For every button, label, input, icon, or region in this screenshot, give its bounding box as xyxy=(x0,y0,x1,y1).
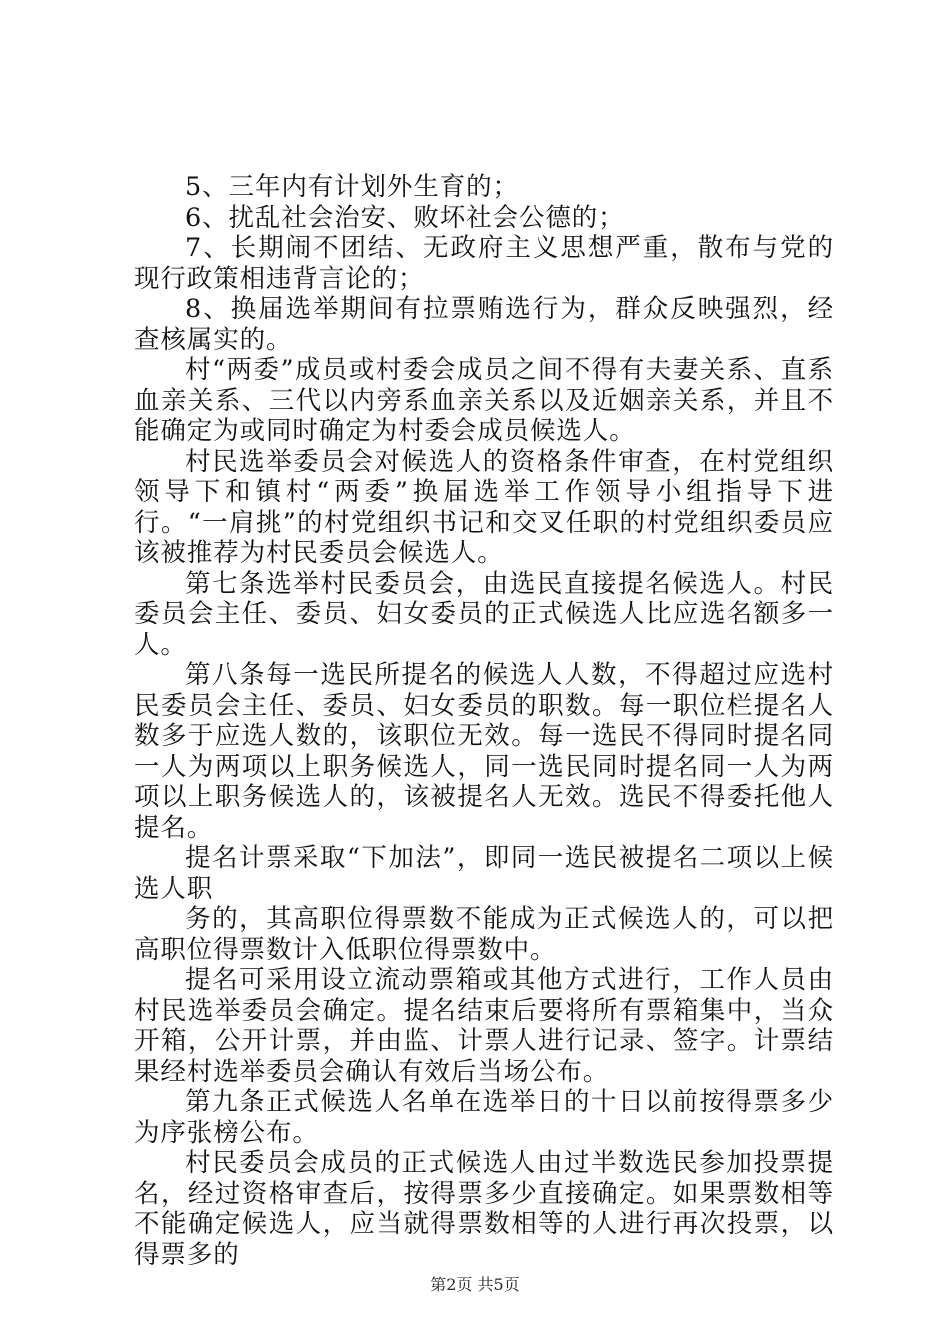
paragraph-article-8: 第八条每一选民所提名的候选人人数，不得超过应选村民委员会主任、委员、妇女委员的职数。每一职位栏提名人数多于应选人数的，该职位无效。每一选民不得同时提名同一人为两项以上职务候选人，同一选民同时提名同一人为两项以上职务候选人的，该被提名人无效。选民不得委托他人提名。 xyxy=(134,660,834,843)
paragraph-qualification-review: 村民选举委员会对候选人的资格条件审查，在村党组织领导下和镇村“两委”换届选举工作领导小组指导下进行。“一肩挑”的村党组织书记和交叉任职的村党组织委员应该被推荐为村民委员会候选人。 xyxy=(134,446,834,568)
document-body xyxy=(134,172,834,1270)
page-number-label: 第2页 共5页 xyxy=(430,1275,520,1294)
paragraph-article-9: 第九条正式候选人名单在选举日的十日以前按得票多少为序张榜公布。 xyxy=(134,1087,834,1148)
paragraph-kinship-restriction: 村“两委”成员或村委会成员之间不得有夫妻关系、直系血亲关系、三代以内旁系血亲关系以及近姻亲关系，并且不能确定为或同时确定为村委会成员候选人。 xyxy=(134,355,834,446)
page-footer xyxy=(0,1272,950,1295)
paragraph-item-7: 7、长期闹不团结、无政府主义思想严重，散布与党的现行政策相违背言论的； xyxy=(134,233,834,294)
paragraph-item-8: 8、换届选举期间有拉票贿选行为，群众反映强烈，经查核属实的。 xyxy=(134,294,834,355)
paragraph-counting-method-cont: 务的，其高职位得票数不能成为正式候选人的，可以把高职位得票数计入低职位得票数中。 xyxy=(134,904,834,965)
paragraph-item-6: 6、扰乱社会治安、败坏社会公德的； xyxy=(185,202,625,233)
paragraph-nomination-process: 提名可采用设立流动票箱或其他方式进行，工作人员由村民选举委员会确定。提名结束后要将所有票箱集中，当众开箱，公开计票，并由监、计票人进行记录、签字。计票结果经村选举委员会确认有效后当场公布。 xyxy=(134,965,834,1087)
paragraph-article-7: 第七条选举村民委员会，由选民直接提名候选人。村民委员会主任、委员、妇女委员的正式候选人比应选名额多一人。 xyxy=(134,568,834,660)
paragraph-counting-method: 提名计票采取“下加法”，即同一选民被提名二项以上候选人职 xyxy=(134,843,834,904)
paragraph-item-5: 5、三年内有计划外生育的； xyxy=(185,172,519,202)
paragraph-candidate-confirmation: 村民委员会成员的正式候选人由过半数选民参加投票提名，经过资格审查后，按得票多少直接确定。如果票数相等不能确定候选人，应当就得票数相等的人进行再次投票，以得票多的 xyxy=(134,1148,834,1270)
